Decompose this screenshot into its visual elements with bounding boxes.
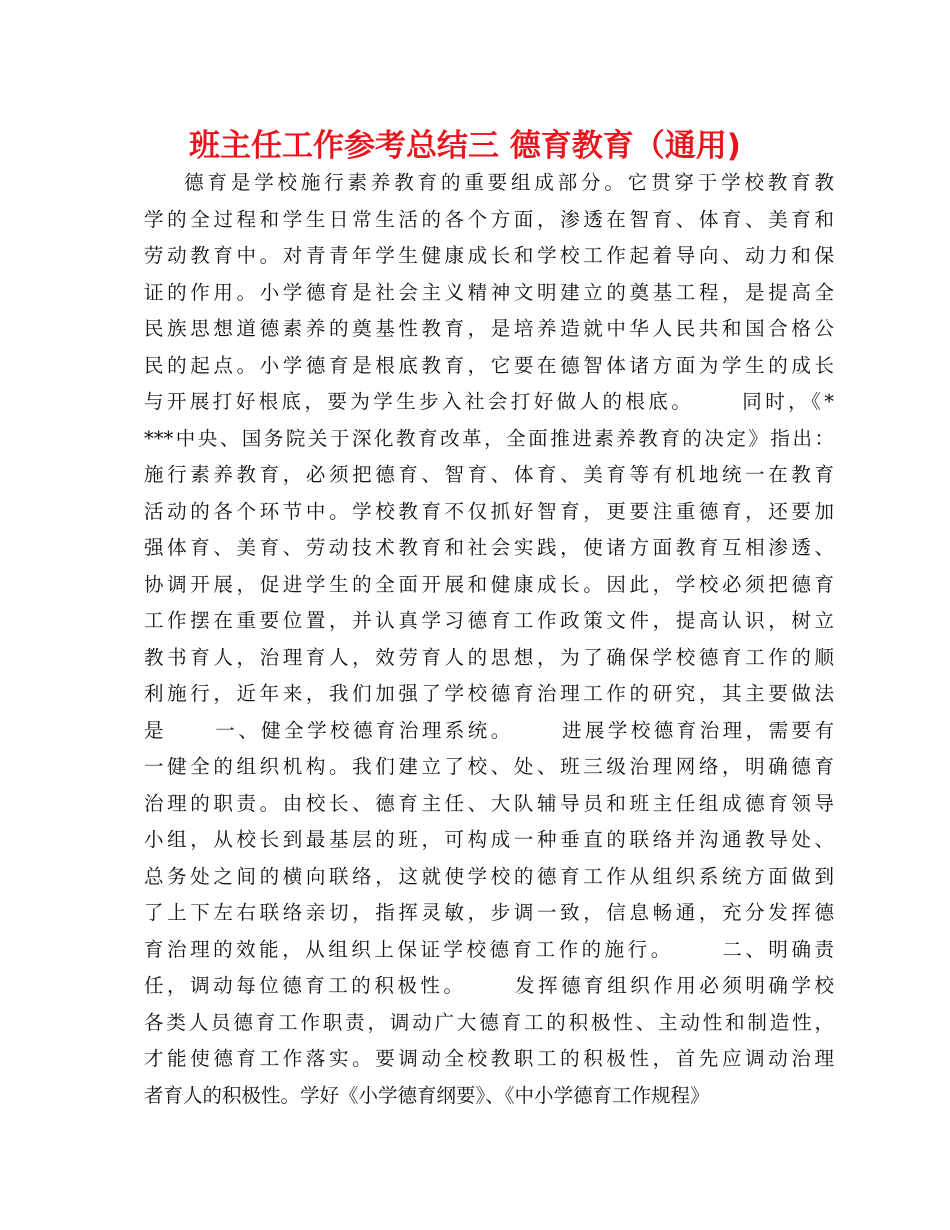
body-line: 教书育人，治理育人，效劳育人的思想，为了确保学校德育工作的顺 <box>144 645 834 669</box>
body-line: ***中央、国务院关于深化教育改革，全面推进素养教育的决定》指出： <box>144 426 834 450</box>
body-line: 才能使德育工作落实。要调动全校教职工的积极性，首先应调动治理 <box>144 1047 834 1070</box>
body-line: 证的作用。小学德育是社会主义精神文明建立的奠基工程，是提高全 <box>144 280 834 304</box>
body-line: 各类人员德育工作职责，调动广大德育工的积极性、主动性和制造性， <box>144 1010 834 1034</box>
body-line: 是 一、健全学校德育治理系统。 进展学校德育治理，需要有 <box>144 718 834 742</box>
body-line: 民的起点。小学德育是根底教育，它要在德智体诸方面为学生的成长 <box>144 353 834 377</box>
body-line: 协调开展，促进学生的全面开展和健康成长。因此，学校必须把德育 <box>144 572 834 596</box>
body-line: 工作摆在重要位置，并认真学习德育工作政策文件，提高认识，树立 <box>144 609 834 632</box>
body-line: 总务处之间的横向联络，这就使学校的德育工作从组织系统方面做到 <box>144 864 834 888</box>
body-line: 德育是学校施行素养教育的重要组成部分。它贯穿于学校教育教 <box>144 171 834 194</box>
body-line: 学的全过程和学生日常生活的各个方面，渗透在智育、体育、美育和 <box>144 207 834 231</box>
body-line: 了上下左右联络亲切，指挥灵敏，步调一致，信息畅通，充分发挥德 <box>144 901 834 924</box>
body-line: 一健全的组织机构。我们建立了校、处、班三级治理网络，明确德育 <box>144 755 834 778</box>
body-line: 劳动教育中。对青青年学生健康成长和学校工作起着导向、动力和保 <box>144 244 834 267</box>
document-title: 班主任工作参考总结三 德育教育（通用) <box>189 128 741 164</box>
body-line: 民族思想道德素养的奠基性教育，是培养造就中华人民共和国合格公 <box>144 317 834 340</box>
body-line: 施行素养教育，必须把德育、智育、体育、美育等有机地统一在教育 <box>144 463 834 486</box>
body-line: 治理的职责。由校长、德育主任、大队辅导员和班主任组成德育领导 <box>144 791 834 815</box>
document-body <box>144 165 834 1114</box>
body-line: 小组，从校长到最基层的班，可构成一种垂直的联络并沟通教导处、 <box>144 828 834 851</box>
body-line: 强体育、美育、劳动技术教育和社会实践，使诸方面教育互相渗透、 <box>144 536 834 559</box>
body-line: 活动的各个环节中。学校教育不仅抓好智育，更要注重德育，还要加 <box>144 499 834 523</box>
body-line: 育治理的效能，从组织上保证学校德育工作的施行。 二、明确责 <box>144 937 834 961</box>
body-line: 利施行，近年来，我们加强了学校德育治理工作的研究，其主要做法 <box>144 682 834 705</box>
body-line: 与开展打好根底，要为学生步入社会打好做人的根底。 同时，《* <box>144 390 834 413</box>
body-line: 任，调动每位德育工的积极性。 发挥德育组织作用必须明确学校 <box>144 974 834 997</box>
body-line: 者育人的积极性。学好《小学德育纲要》、《中小学德育工作规程》 <box>144 1083 710 1107</box>
